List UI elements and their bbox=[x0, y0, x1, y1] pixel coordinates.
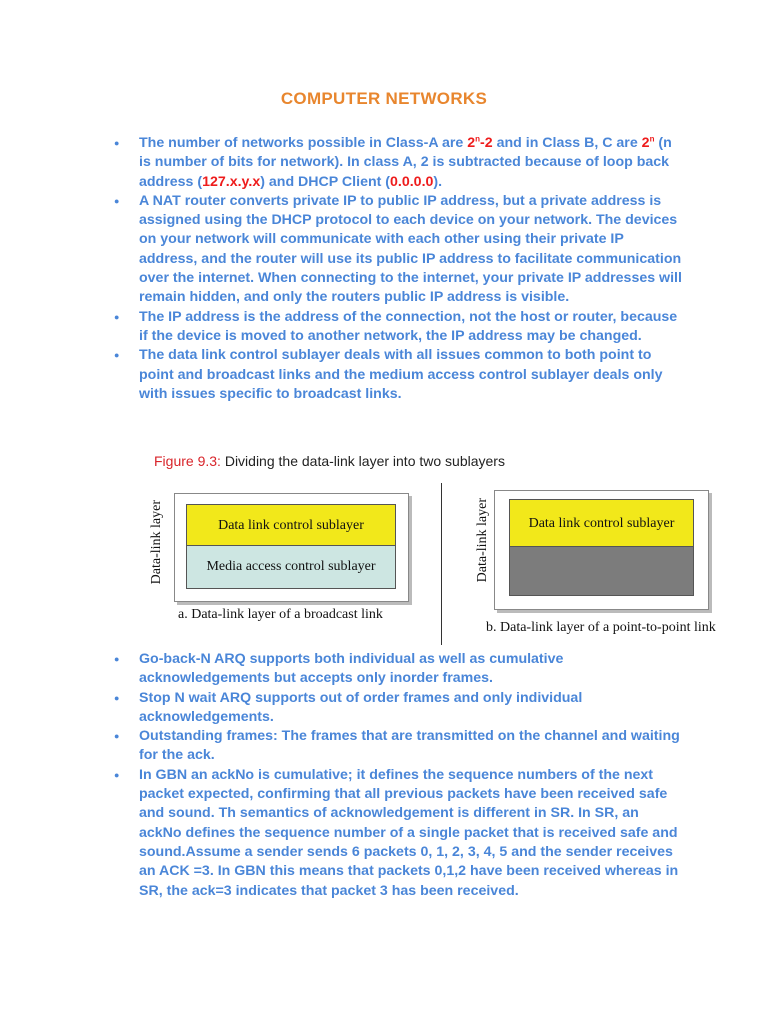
diagram-point-to-point-link bbox=[494, 490, 709, 610]
figure-number: Figure 9.3: bbox=[154, 453, 221, 469]
list-item: ● In GBN an ackNo is cumulative; it defines the sequence numbers of the next packet expected, confirming that all previous packets have been received safe and sound. Th semantics of acknowledgement is different in SR. In SR, an ackNo defines the sequence number of a single packet that is received safe and sound.Assume a sender sends 6 packets 0, 1, 2, 3, 4, 5 and the sender receives an ACK =3. In GBN this means that packets 0,1,2 have been received whereas in SR, the ack=3 indicates that packet 3 has been received. bbox=[114, 766, 684, 901]
page-title: COMPUTER NETWORKS bbox=[280, 89, 488, 108]
media-access-control-box: Media access control sublayer bbox=[186, 545, 396, 589]
list-item: ● The data link control sublayer deals with all issues common to both point to point and broadcast links and the medium access control sublayer deals only with issues specific to broadcast links. bbox=[114, 346, 684, 404]
data-link-control-box: Data link control sublayer bbox=[509, 499, 694, 548]
figure-caption bbox=[154, 453, 505, 469]
bullet-list-bottom bbox=[114, 650, 684, 901]
left-sub-caption: a. Data-link layer of a broadcast link bbox=[178, 607, 383, 622]
left-side-label: Data-link layer bbox=[149, 500, 164, 585]
list-item: ● Stop N wait ARQ supports out of order frames and only individual acknowledgements. bbox=[114, 689, 684, 728]
right-sub-caption: b. Data-link layer of a point-to-point link bbox=[486, 620, 716, 635]
list-item: ● The number of networks possible in Class-A are 2$^n$-2 and in Class B, C are 2$^n$ (n is number of bits for network). In class A, 2 is subtracted because of loop back address (127.x.y.x) and DHCP Client (0.0.0.0). bbox=[114, 134, 684, 192]
list-item: ● The IP address is the address of the connection, not the host or router, because if the device is moved to another network, the IP address may be changed. bbox=[114, 308, 684, 347]
diagram-broadcast-link bbox=[174, 493, 409, 602]
data-link-control-box: Data link control sublayer bbox=[186, 504, 396, 547]
empty-sublayer-box bbox=[509, 546, 694, 596]
list-item: ● Outstanding frames: The frames that are transmitted on the channel and waiting for the ack. bbox=[114, 727, 684, 766]
figure-title: Dividing the data-link layer into two sublayers bbox=[224, 453, 505, 469]
bullet-list-top bbox=[114, 134, 684, 404]
figure-divider bbox=[441, 483, 442, 645]
list-item: ● A NAT router converts private IP to public IP address, but a private address is assigned using the DHCP protocol to each device on your network. The devices on your network will communicate with each other using their private IP address, and the router will use its public IP address to facilitate communication over the internet. When connecting to the internet, your private IP addresses will remain hidden, and only the routers public IP address is visible. bbox=[114, 192, 684, 308]
right-side-label: Data-link layer bbox=[475, 498, 490, 583]
list-item: ● Go-back-N ARQ supports both individual as well as cumulative acknowledgements but accepts only inorder frames. bbox=[114, 650, 684, 689]
